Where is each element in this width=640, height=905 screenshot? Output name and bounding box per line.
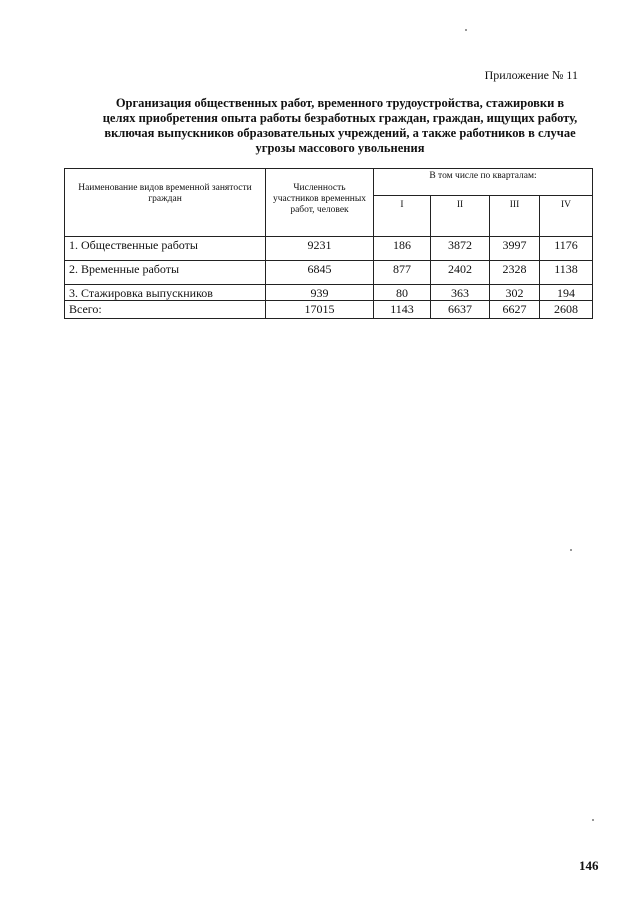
- scan-speck: [592, 819, 594, 821]
- header-quarter-4: IV: [540, 196, 593, 237]
- row-quarter-2: 363: [431, 285, 490, 301]
- header-quarters: В том числе по кварталам:: [374, 169, 593, 196]
- appendix-label: Приложение № 11: [484, 68, 578, 82]
- header-name: Наименование видов временной занятости граждан: [65, 169, 266, 237]
- row-quarter-4: 1176: [540, 237, 593, 261]
- row-quarter-4: 2608: [540, 301, 593, 319]
- page-number: 146: [579, 858, 599, 873]
- row-quarter-3: 6627: [490, 301, 540, 319]
- row-total: 6845: [266, 261, 374, 285]
- table-total-row: [65, 301, 593, 319]
- scan-speck: [570, 549, 572, 551]
- header-count: Численность участников временных работ, человек: [266, 169, 374, 237]
- title-line: Организация общественных работ, временного трудоустройства, стажировки в: [115, 96, 565, 110]
- title-line: включая выпускников образовательных учреждений, а также работников в случае: [104, 126, 576, 140]
- title-line: целях приобретения опыта работы безработных граждан, граждан, ищущих работу,: [102, 111, 578, 125]
- table-row: [65, 261, 593, 285]
- row-quarter-3: 3997: [490, 237, 540, 261]
- row-quarter-1: 1143: [374, 301, 431, 319]
- row-quarter-1: 186: [374, 237, 431, 261]
- row-quarter-2: 2402: [431, 261, 490, 285]
- scan-speck: [465, 29, 467, 31]
- header-quarter-1: I: [374, 196, 431, 237]
- row-quarter-2: 3872: [431, 237, 490, 261]
- row-quarter-2: 6637: [431, 301, 490, 319]
- row-name: 3. Стажировка выпускников: [65, 285, 266, 301]
- row-name: Всего:: [65, 301, 266, 319]
- title-line: угрозы массового увольнения: [255, 141, 425, 155]
- row-name: 2. Временные работы: [65, 261, 266, 285]
- row-quarter-4: 1138: [540, 261, 593, 285]
- table-row: [65, 285, 593, 301]
- row-quarter-1: 877: [374, 261, 431, 285]
- employment-table: [64, 168, 593, 319]
- row-total: 17015: [266, 301, 374, 319]
- row-name: 1. Общественные работы: [65, 237, 266, 261]
- header-quarter-3: III: [490, 196, 540, 237]
- row-quarter-3: 302: [490, 285, 540, 301]
- row-quarter-4: 194: [540, 285, 593, 301]
- row-quarter-3: 2328: [490, 261, 540, 285]
- row-total: 9231: [266, 237, 374, 261]
- document-title: [80, 96, 600, 156]
- row-quarter-1: 80: [374, 285, 431, 301]
- header-quarter-2: II: [431, 196, 490, 237]
- table-row: [65, 237, 593, 261]
- row-total: 939: [266, 285, 374, 301]
